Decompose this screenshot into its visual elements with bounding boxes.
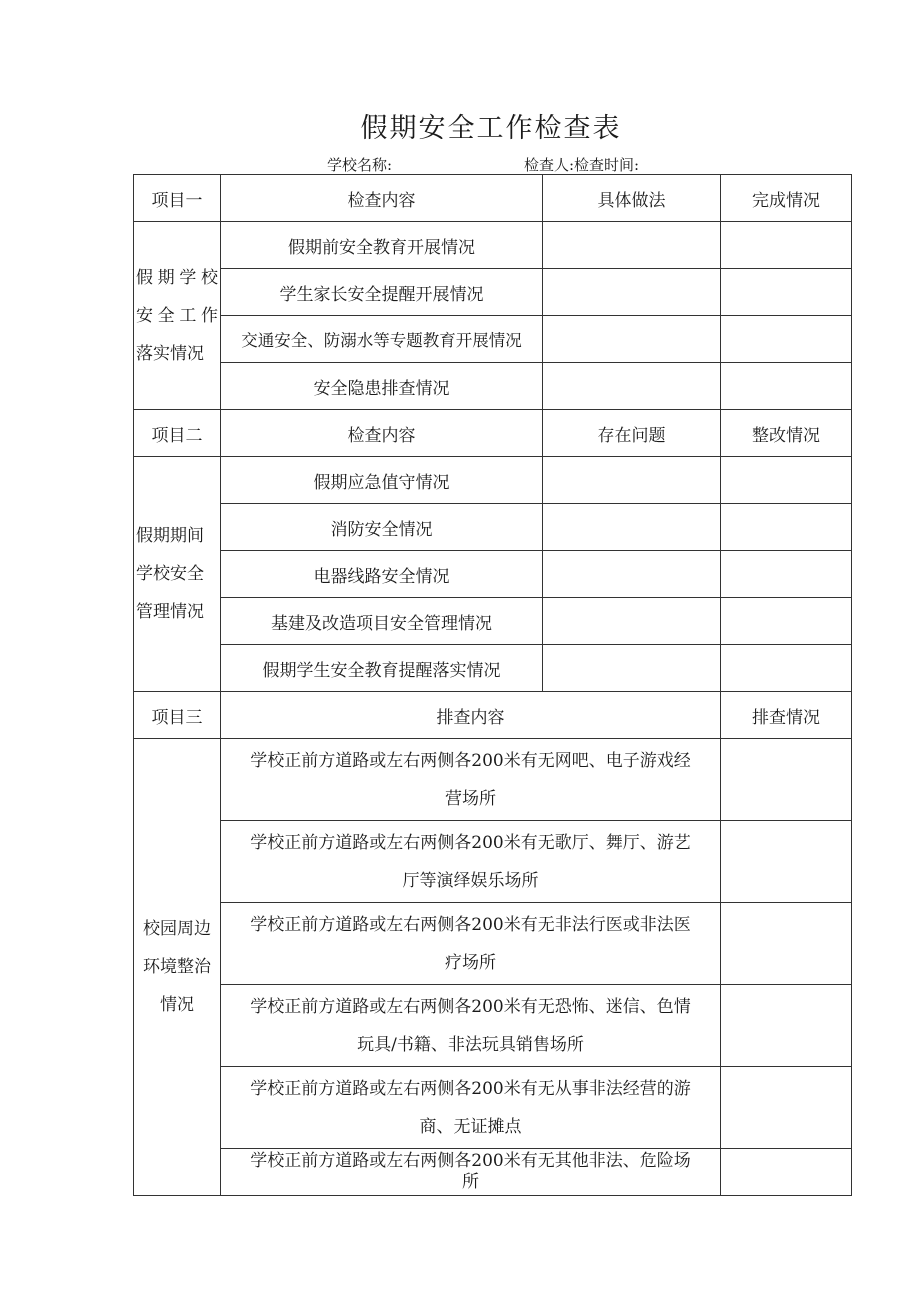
header-cell: 检查内容: [221, 410, 543, 457]
problem-cell[interactable]: [543, 457, 721, 504]
table-row: [134, 821, 852, 903]
label-line: 校园周边: [143, 919, 211, 939]
table-row: [134, 1067, 852, 1149]
survey-item: [221, 739, 721, 821]
header-cell: 存在问题: [543, 410, 721, 457]
survey-item: [221, 1149, 721, 1196]
section1-header-row: [134, 175, 852, 222]
survey-result-cell[interactable]: [721, 903, 852, 985]
section2-header-row: [134, 410, 852, 457]
problem-cell[interactable]: [543, 551, 721, 598]
survey-item: [221, 1067, 721, 1149]
table-row: [134, 903, 852, 985]
survey-item-line: 学校正前方道路或左右两侧各200米有无恐怖、迷信、色情: [250, 996, 691, 1017]
label-line: 学校安全: [136, 564, 204, 584]
survey-item-line: 学校正前方道路或左右两侧各200米有无其他非法、危险场: [250, 1151, 691, 1171]
label-line: 假期学校: [136, 267, 218, 288]
survey-item: [221, 821, 721, 903]
section2-label: [134, 457, 221, 692]
completion-cell[interactable]: [721, 363, 852, 410]
problem-cell[interactable]: [543, 645, 721, 692]
check-item: 假期前安全教育开展情况: [221, 222, 543, 269]
rectification-cell[interactable]: [721, 504, 852, 551]
check-item: 假期应急值守情况: [221, 457, 543, 504]
label-line: 落实情况: [136, 343, 204, 364]
completion-cell[interactable]: [721, 269, 852, 316]
table-row: [134, 504, 852, 551]
header-cell: 项目一: [134, 175, 221, 222]
survey-item-line: 营场所: [445, 788, 496, 809]
header-cell: 排查内容: [221, 692, 721, 739]
section1-label: [134, 222, 221, 410]
table-row: [134, 457, 852, 504]
survey-item-line: 学校正前方道路或左右两侧各200米有无从事非法经营的游: [250, 1078, 691, 1099]
check-item: 电器线路安全情况: [221, 551, 543, 598]
table-row: [134, 985, 852, 1067]
label-line: 环境整治: [143, 957, 211, 977]
survey-result-cell[interactable]: [721, 985, 852, 1067]
check-item: 假期学生安全教育提醒落实情况: [221, 645, 543, 692]
inspection-table: [133, 174, 852, 1196]
check-item: 基建及改造项目安全管理情况: [221, 598, 543, 645]
survey-item-line: 玩具/书籍、非法玩具销售场所: [357, 1034, 584, 1055]
survey-item-line: 疗场所: [445, 952, 496, 973]
header-cell: 完成情况: [721, 175, 852, 222]
check-item: 消防安全情况: [221, 504, 543, 551]
label-line: 假期期间: [136, 526, 204, 546]
school-name-label: 学校名称:: [327, 156, 393, 174]
survey-result-cell[interactable]: [721, 739, 852, 821]
rectification-cell[interactable]: [721, 645, 852, 692]
completion-cell[interactable]: [721, 222, 852, 269]
check-item: 安全隐患排查情况: [221, 363, 543, 410]
header-cell: 项目二: [134, 410, 221, 457]
survey-result-cell[interactable]: [721, 1067, 852, 1149]
survey-result-cell[interactable]: [721, 1149, 852, 1196]
section3-label: [134, 739, 221, 1196]
table-row: [134, 363, 852, 410]
survey-item: [221, 985, 721, 1067]
survey-item-line: 所: [462, 1172, 479, 1192]
method-cell[interactable]: [543, 269, 721, 316]
method-cell[interactable]: [543, 222, 721, 269]
header-cell: 项目三: [134, 692, 221, 739]
table-row: [134, 1149, 852, 1196]
label-line: 管理情况: [136, 602, 204, 622]
survey-item-line: 商、无证摊点: [419, 1116, 522, 1137]
problem-cell[interactable]: [543, 598, 721, 645]
label-line: 安全工作: [136, 305, 218, 326]
rectification-cell[interactable]: [721, 457, 852, 504]
survey-item: [221, 903, 721, 985]
table-row: [134, 551, 852, 598]
inspector-time-label: 检查人:检查时间:: [524, 156, 640, 174]
page-title: 假期安全工作检查表: [360, 113, 622, 144]
table-row: [134, 222, 852, 269]
survey-item-line: 学校正前方道路或左右两侧各200米有无网吧、电子游戏经: [250, 750, 691, 771]
problem-cell[interactable]: [543, 504, 721, 551]
table-row: [134, 645, 852, 692]
check-item: 学生家长安全提醒开展情况: [221, 269, 543, 316]
table-row: [134, 316, 852, 363]
rectification-cell[interactable]: [721, 598, 852, 645]
header-cell: 检查内容: [221, 175, 543, 222]
header-cell: 排查情况: [721, 692, 852, 739]
survey-result-cell[interactable]: [721, 821, 852, 903]
table-row: [134, 739, 852, 821]
survey-item-line: 学校正前方道路或左右两侧各200米有无非法行医或非法医: [250, 914, 691, 935]
rectification-cell[interactable]: [721, 551, 852, 598]
table-row: [134, 269, 852, 316]
method-cell[interactable]: [543, 316, 721, 363]
method-cell[interactable]: [543, 363, 721, 410]
check-item: 交通安全、防溺水等专题教育开展情况: [221, 316, 543, 363]
section3-header-row: [134, 692, 852, 739]
table-row: [134, 598, 852, 645]
header-cell: 具体做法: [543, 175, 721, 222]
survey-item-line: 厅等演绎娱乐场所: [402, 870, 539, 891]
survey-item-line: 学校正前方道路或左右两侧各200米有无歌厅、舞厅、游艺: [250, 832, 691, 853]
completion-cell[interactable]: [721, 316, 852, 363]
header-cell: 整改情况: [721, 410, 852, 457]
label-line: 情况: [160, 995, 194, 1015]
